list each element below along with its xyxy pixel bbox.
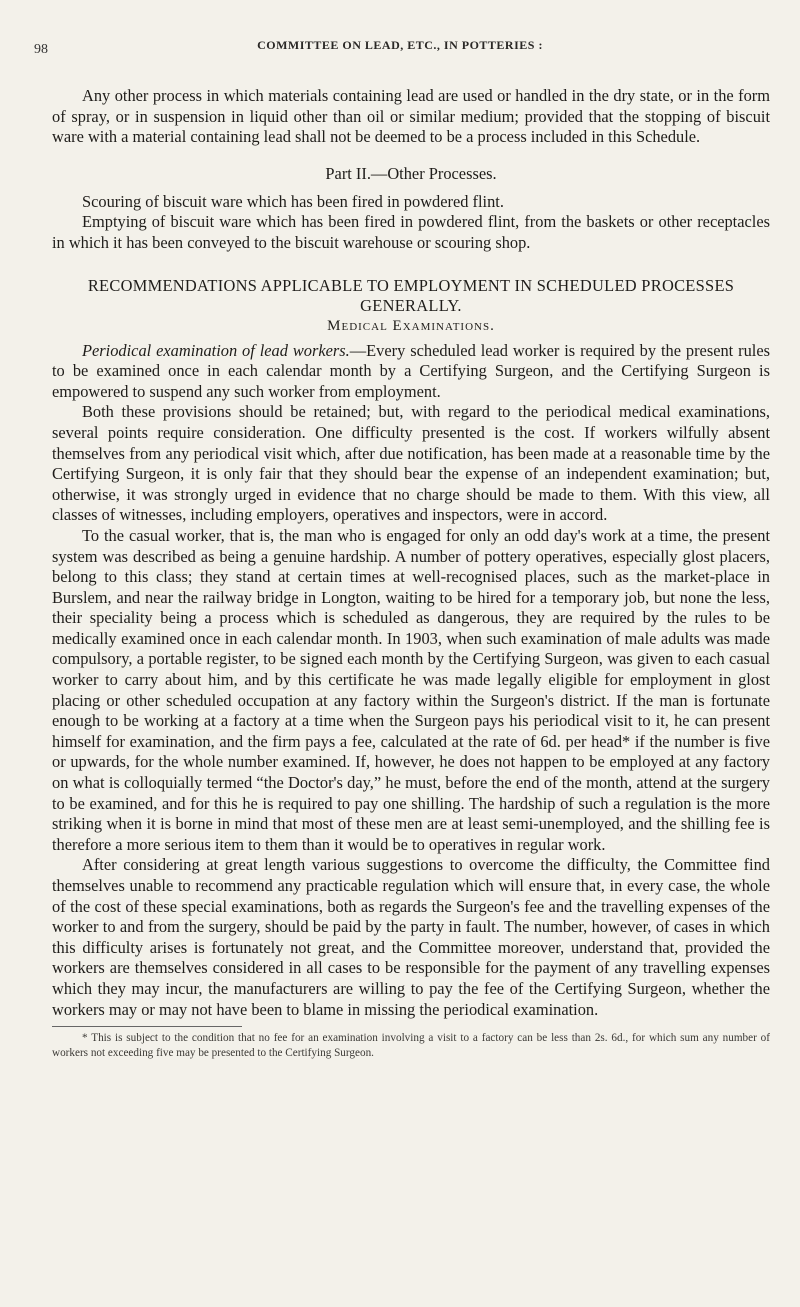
intro-paragraph: Any other process in which materials containing lead are used or handled in the dry state, or in the form of spray, or in suspension in liquid other than oil or similar medium; provided that the stopping of biscuit ware with a material containing lead shall not be deemed to be a process included in this Schedule. [52,86,770,147]
lead-paragraph [52,341,770,403]
section-subheading: Medical Examinations. [327,317,495,334]
paragraph-provisions: Both these provisions should be retained; but, with regard to the periodical medical examinations, several points require consideration. One difficulty presented is the cost. If workers wilfully absent themselves from any periodical visit which, after due notification, has been made at a reasonable time by the Certifying Surgeon, it is only fair that they should bear the expense of an independent examination; but, otherwise, it was strongly urged in evidence that no charge should be made to them. With this view, all classes of witnesses, including employers, operatives and inspectors, were in accord. [52,402,770,525]
page-number: 98 [34,42,48,57]
running-head: COMMITTEE ON LEAD, ETC., IN POTTERIES : [257,38,543,52]
lead-text: —Every scheduled lead worker is required by the present rules to be examined once in each calendar month by a Certifying Surgeon, and the Certifying Surgeon is empowered to suspend any such worker from employment. [52,340,770,401]
lead-italic: Periodical examination of lead workers. [82,340,350,360]
part-item-emptying: Emptying of biscuit ware which has been fired in powdered flint, from the baskets or other receptacles in which it has been conveyed to the biscuit warehouse or scouring shop. [52,212,770,252]
section-heading: RECOMMENDATIONS APPLICABLE TO EMPLOYMENT IN SCHEDULED PROCESSES GENERALLY. [87,275,735,315]
paragraph-casual-worker: To the casual worker, that is, the man who is engaged for only an odd day's work at a time, the present system was described as being a genuine hardship. A number of pottery operatives, especially glost placers, belong to this class; they stand at certain times at well-recognised places, such as the market-place in Burslem, and near the railway bridge in Longton, waiting to be hired for a temporary job, but none the less, their speciality being a process which is scheduled as dangerous, they are required by the rules to be medically examined once in each calendar month. In 1903, when such examination of male adults was made compulsory, a portable register, to be signed each month by the Certifying Surgeon, was given to each casual worker to carry about him, and by this certificate he was made legally eligible for employment in glost placing or other scheduled occupation at any factory within the Surgeon's district. If the man is fortunate enough to be working at a factory at a time when the Surgeon pays his periodical visit to it, he can present himself for examination, and the firm pays a fee, calculated at the rate of 6d. per head* if the number is five or upwards, for the whole number examined. If, however, he does not happen to be employed at any factory on what is colloquially termed “the Doctor's day,” he must, before the end of the month, attend at the surgery to be examined, and for this he is required to pay one shilling. The hardship of such a regulation is the more striking when it is borne in mind that most of these men are at least semi-unemployed, and the shilling fee is therefore a more serious item to them than it would be to operatives in regular work. [52,525,770,854]
part-heading: Part II.—Other Processes. [325,163,497,183]
footnote: * This is subject to the condition that no fee for an examination involving a visit to a factory can be less than 2s. 6d., for which sum any number of workers not exceeding five may be presented to the Certifying Surgeon. [52,1032,770,1059]
part-item-scouring: Scouring of biscuit ware which has been fired in powdered flint. [82,191,504,211]
paragraph-considering: After considering at great length various suggestions to overcome the difficulty, the Committee find themselves unable to recommend any practicable regulation which will ensure that, in every case, the whole of the cost of these special examinations, both as regards the Surgeon's fee and the travelling expenses of the worker to and from the surgery, should be paid by the party in fault. The number, however, of cases in which this difficulty arises is fortunately not great, and the Committee moreover, understand that, provided the workers are themselves considered in all cases to be responsible for the payment of any travelling expenses which they may incur, the manufacturers are willing to pay the fee of the Certifying Surgeon, whether the workers may or may not have been to blame in missing the periodical examination. [52,855,770,1019]
page-body [52,86,770,1060]
footnote-divider [52,1026,242,1027]
